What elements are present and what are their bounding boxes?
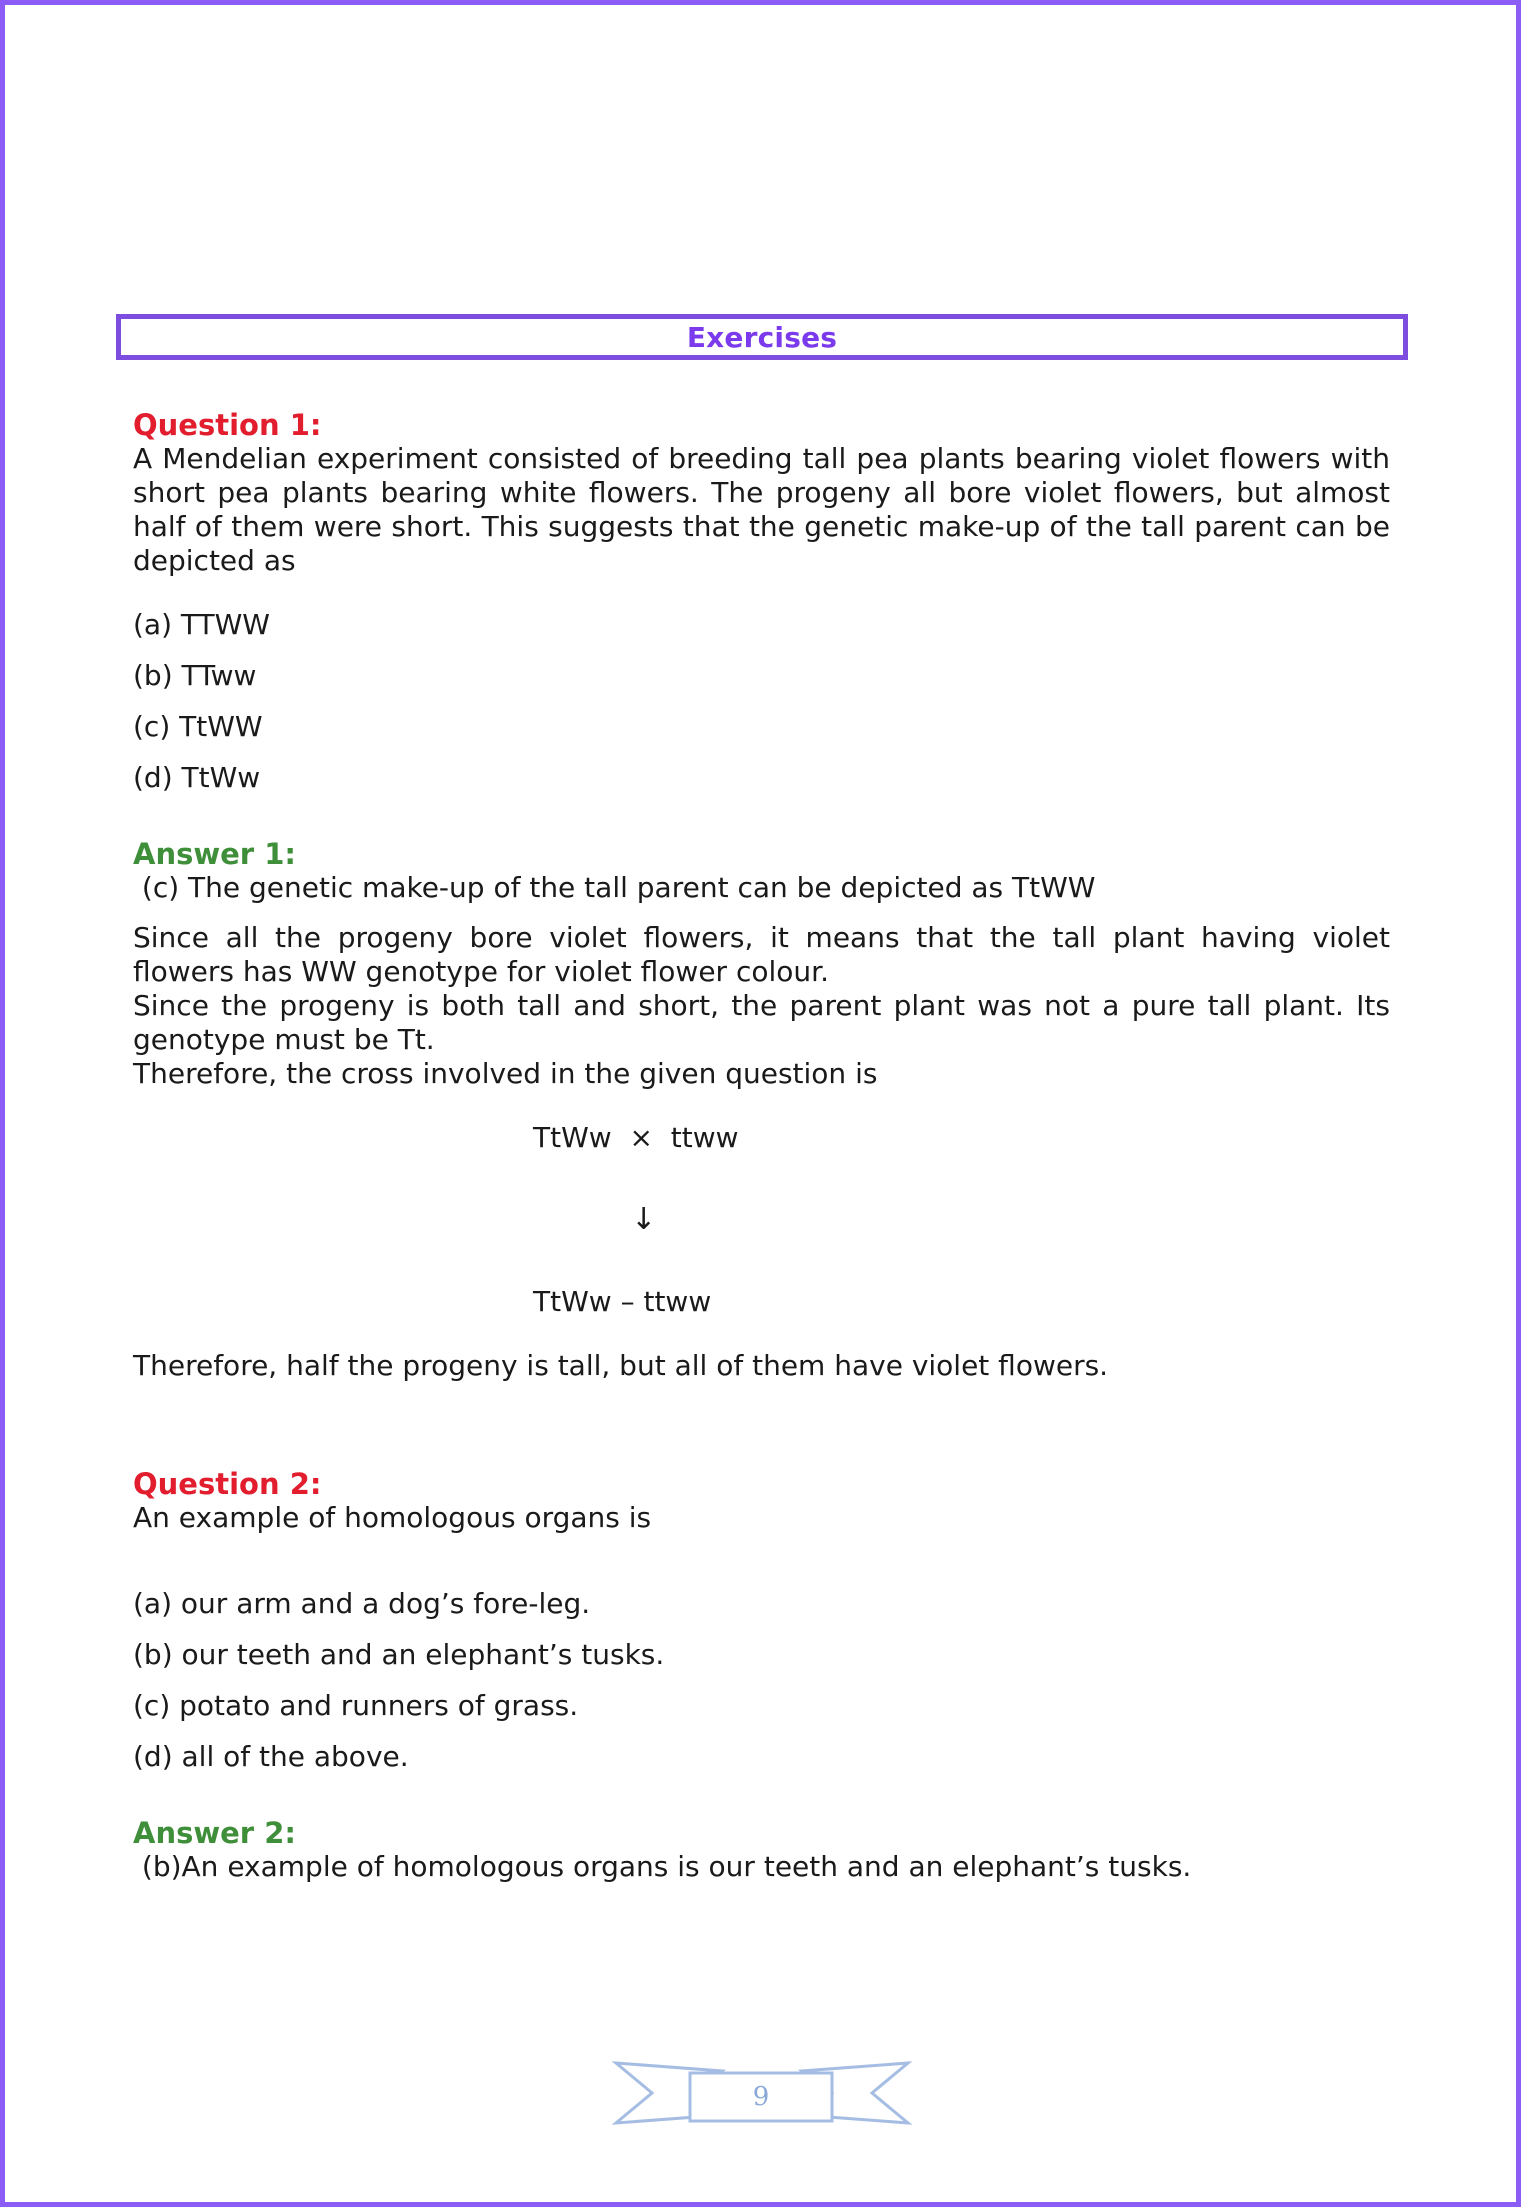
answer-2-line: (b)An example of homologous organs is our teeth and an elephant’s tusks. — [133, 1850, 1192, 1883]
page-number: 9 — [752, 2082, 770, 2112]
question-1-option-b: (b) TTww — [133, 659, 257, 692]
question-2-option-a: (a) our arm and a dog’s fore-leg. — [133, 1587, 591, 1620]
section-title: Exercises — [686, 320, 838, 354]
question-2-option-d: (d) all of the above. — [133, 1740, 409, 1773]
question-1-text: A Mendelian experiment consisted of breeding tall pea plants bearing violet flowers with short pea plants bearing white flowers. The progeny all bore violet flowers, but almost half of them were short. This suggests that the genetic make-up of the tall parent can be depicted as — [133, 442, 1390, 577]
down-arrow-icon: ↓ — [631, 1202, 657, 1237]
question-1-option-c: (c) TtWW — [133, 710, 263, 743]
question-2-option-c: (c) potato and runners of grass. — [133, 1689, 579, 1722]
answer-1-heading: Answer 1: — [133, 837, 296, 871]
question-2-option-b: (b) our teeth and an elephant’s tusks. — [133, 1638, 665, 1671]
answer-1-conclusion: Therefore, half the progeny is tall, but all of them have violet flowers. — [133, 1349, 1109, 1382]
answer-1-paragraph-2: Since the progeny is both tall and short, the parent plant was not a pure tall plant. Its genotype must be Tt. — [133, 989, 1390, 1056]
answer-1-line: (c) The genetic make-up of the tall parent can be depicted as TtWW — [133, 871, 1096, 904]
cross-parents: TtWw × ttww — [533, 1121, 739, 1154]
section-header-box — [116, 314, 1408, 360]
question-2-heading: Question 2: — [133, 1467, 322, 1501]
page-number-ribbon — [612, 2055, 912, 2135]
answer-1-paragraph-1: Since all the progeny bore violet flowers, it means that the tall plant having violet flowers has WW genotype for violet flower colour. — [133, 921, 1390, 988]
question-1-heading: Question 1: — [133, 408, 322, 442]
question-2-text: An example of homologous organs is — [133, 1501, 652, 1534]
question-1-option-a: (a) TTWW — [133, 608, 270, 641]
answer-1-paragraph-3: Therefore, the cross involved in the given question is — [133, 1057, 878, 1090]
page-content — [133, 408, 1390, 1884]
answer-2-heading: Answer 2: — [133, 1816, 296, 1850]
cross-progeny: TtWw – ttww — [533, 1285, 712, 1318]
question-1-option-d: (d) TtWw — [133, 761, 261, 794]
